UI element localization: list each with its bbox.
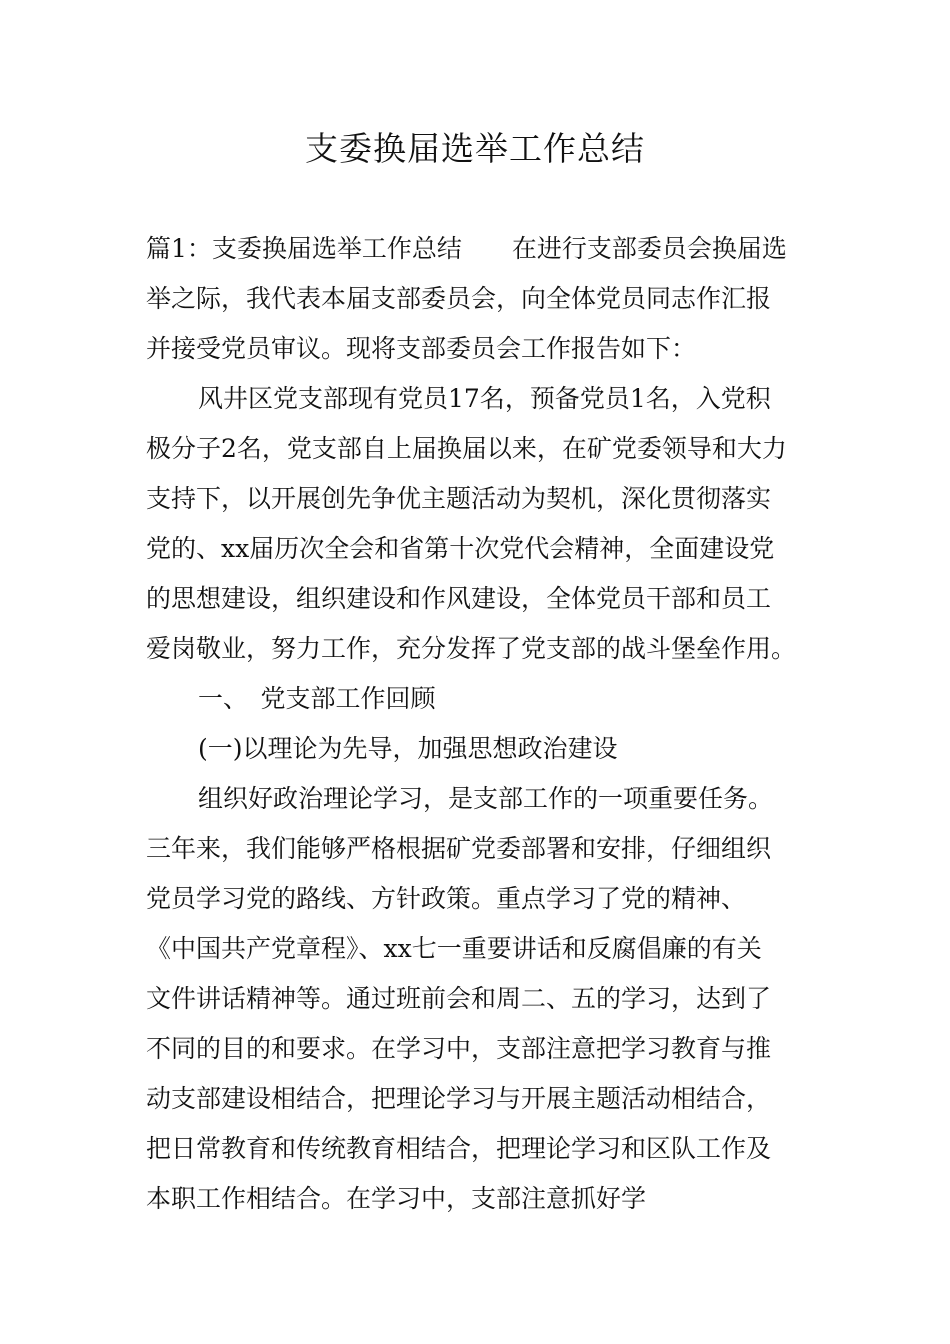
document-title: 支委换届选举工作总结 <box>305 129 645 168</box>
body-line-20: 本职工作相结合。在学习中，支部注意抓好学 <box>146 1184 647 1213</box>
body-line-6: 支持下，以开展创先争优主题活动为契机，深化贯彻落实 <box>146 484 772 513</box>
body-line-3: 并接受党员审议。现将支部委员会工作报告如下： <box>146 334 697 363</box>
body-line-19: 把日常教育和传统教育相结合，把理论学习和区队工作及 <box>146 1134 772 1163</box>
body-line-5: 极分子2名，党支部自上届换届以来，在矿党委领导和大力 <box>146 434 787 463</box>
body-line-17: 不同的目的和要求。在学习中，支部注意把学习教育与推 <box>146 1034 772 1063</box>
body-line-7: 党的、xx届历次全会和省第十次党代会精神，全面建设党 <box>146 534 775 563</box>
body-line-4: 风井区党支部现有党员17名，预备党员1名，入党积 <box>198 384 771 413</box>
body-line-9: 爱岗敬业，努力工作，充分发挥了党支部的战斗堡垒作用。 <box>146 634 797 663</box>
body-line-12: 组织好政治理论学习，是支部工作的一项重要任务。 <box>198 784 774 813</box>
body-line-14: 党员学习党的路线、方针政策。重点学习了党的精神、 <box>146 884 747 913</box>
body-line-18: 动支部建设相结合，把理论学习与开展主题活动相结合， <box>146 1084 772 1113</box>
body-line-16: 文件讲话精神等。通过班前会和周二、五的学习，达到了 <box>146 984 772 1013</box>
document-body <box>146 224 808 1224</box>
body-line-1: 篇1：支委换届选举工作总结 在进行支部委员会换届选 <box>146 234 787 263</box>
body-line-13: 三年来，我们能够严格根据矿党委部署和安排，仔细组织 <box>146 834 772 863</box>
subsection-heading: (一)以理论为先导，加强思想政治建设 <box>198 734 618 763</box>
section-heading: 一、 党支部工作回顾 <box>198 684 436 713</box>
body-line-8: 的思想建设，组织建设和作风建设，全体党员干部和员工 <box>146 584 772 613</box>
body-line-2: 举之际，我代表本届支部委员会，向全体党员同志作汇报 <box>146 284 772 313</box>
body-line-15: 《中国共产党章程》、xx七一重要讲话和反腐倡廉的有关 <box>146 934 762 963</box>
